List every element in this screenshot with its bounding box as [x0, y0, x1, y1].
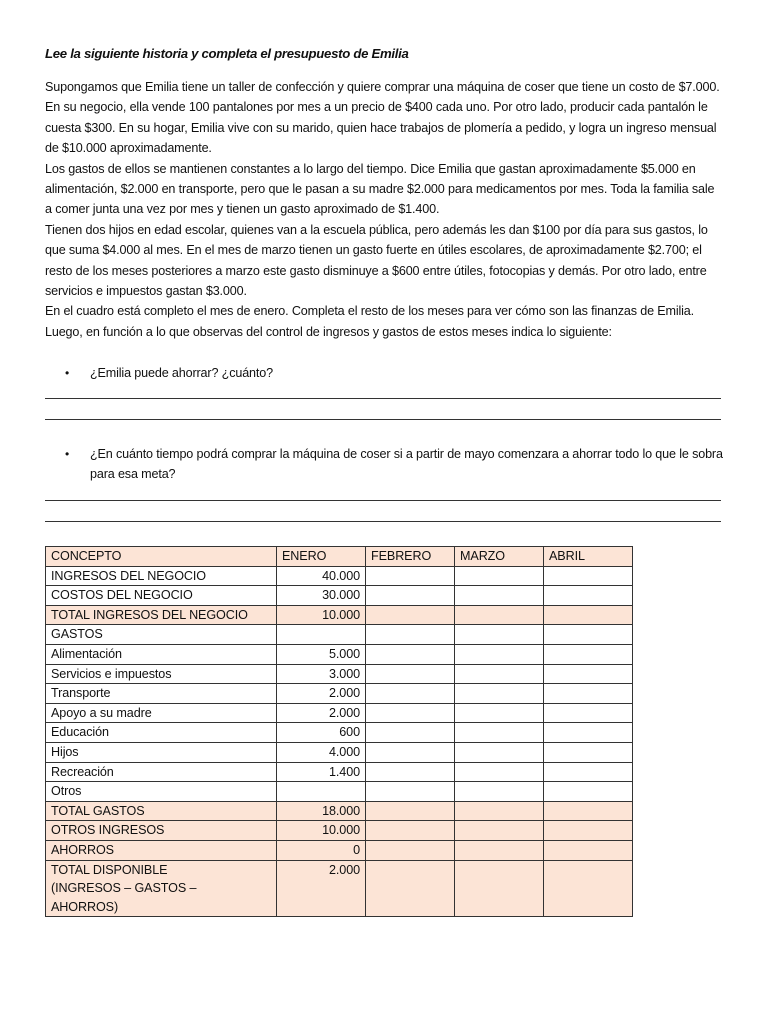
enero-cell: 2.000 — [277, 860, 366, 917]
story-paragraph: Tienen dos hijos en edad escolar, quienes van a la escuela pública, pero además les dan $100 por día para sus gastos, lo que suma $4.000 al mes. En el mes de marzo tienen un gasto fuerte en útiles escolares, de aproximadamente $2.700; el resto de los meses posteriores a marzo este gasto disminuye a $600 entre útiles, fotocopias y demás. Por otro lado, entre servicios e impuestos gastan $3.000. — [45, 222, 708, 299]
enero-cell: 2.000 — [277, 703, 366, 723]
enero-cell: 0 — [277, 840, 366, 860]
table-header-row — [46, 547, 633, 567]
answer-line[interactable] — [45, 521, 721, 522]
question-text: ¿Emilia puede ahorrar? ¿cuánto? — [90, 366, 273, 380]
febrero-cell[interactable] — [366, 821, 455, 841]
table-row — [46, 742, 633, 762]
header-enero: ENERO — [277, 547, 366, 567]
marzo-cell[interactable] — [455, 664, 544, 684]
concept-cell: Apoyo a su madre — [46, 703, 277, 723]
header-abril: ABRIL — [544, 547, 633, 567]
story-text — [45, 77, 723, 342]
marzo-cell[interactable] — [455, 605, 544, 625]
table-row — [46, 684, 633, 704]
marzo-cell[interactable] — [455, 723, 544, 743]
abril-cell[interactable] — [544, 801, 633, 821]
question-text: ¿En cuánto tiempo podrá comprar la máquina de coser si a partir de mayo comenzara a ahorrar todo lo que le sobra para esa meta? — [90, 447, 723, 482]
concept-cell: Recreación — [46, 762, 277, 782]
table-row — [46, 840, 633, 860]
marzo-cell[interactable] — [455, 644, 544, 664]
story-paragraph: Supongamos que Emilia tiene un taller de confección y quiere comprar una máquina de coser que tiene un costo de $7.000. En su negocio, ella vende 100 pantalones por mes a un precio de $400 cada uno. Por otro lado, producir cada pantalón le cuesta $300. En su hogar, Emilia vive con su marido, quien hace trabajos de plomería a pedido, y logra un ingreso mensual de $10.000 aproximadamente. — [45, 80, 720, 156]
abril-cell[interactable] — [544, 566, 633, 586]
document-title: Lee la siguiente historia y completa el presupuesto de Emilia — [45, 46, 409, 61]
marzo-cell[interactable] — [455, 625, 544, 645]
marzo-cell[interactable] — [455, 762, 544, 782]
answer-line[interactable] — [45, 419, 721, 420]
concept-line: AHORROS) — [51, 899, 119, 914]
question-item — [65, 444, 750, 485]
table-row — [46, 782, 633, 802]
table-row — [46, 762, 633, 782]
abril-cell[interactable] — [544, 684, 633, 704]
story-paragraph: Los gastos de ellos se mantienen constantes a lo largo del tiempo. Dice Emilia que gastan aproximadamente $5.000 en alimentación, $2.000 en transporte, pero que le pasan a su madre $2.000 para medicamentos por mes. Toda la familia sale a comer junta una vez por mes y tienen un gasto aproximado de $1.400. — [45, 161, 715, 217]
enero-cell: 3.000 — [277, 664, 366, 684]
table-row — [46, 860, 633, 917]
abril-cell[interactable] — [544, 625, 633, 645]
table-row — [46, 723, 633, 743]
abril-cell[interactable] — [544, 860, 633, 917]
concept-cell: TOTAL GASTOS — [46, 801, 277, 821]
febrero-cell[interactable] — [366, 664, 455, 684]
table-row — [46, 625, 633, 645]
table-row — [46, 664, 633, 684]
bullet-icon: • — [65, 366, 70, 380]
concept-cell: Transporte — [46, 684, 277, 704]
table-row — [46, 821, 633, 841]
concept-cell — [46, 860, 277, 917]
enero-cell: 4.000 — [277, 742, 366, 762]
enero-cell: 10.000 — [277, 605, 366, 625]
abril-cell[interactable] — [544, 840, 633, 860]
enero-cell: 30.000 — [277, 586, 366, 606]
marzo-cell[interactable] — [455, 566, 544, 586]
answer-line[interactable] — [45, 398, 721, 399]
abril-cell[interactable] — [544, 723, 633, 743]
concept-cell: COSTOS DEL NEGOCIO — [46, 586, 277, 606]
enero-cell: 1.400 — [277, 762, 366, 782]
concept-cell: INGRESOS DEL NEGOCIO — [46, 566, 277, 586]
header-concepto: CONCEPTO — [46, 547, 277, 567]
bullet-icon: • — [65, 447, 70, 461]
table-row — [46, 586, 633, 606]
abril-cell[interactable] — [544, 664, 633, 684]
enero-cell — [277, 625, 366, 645]
marzo-cell[interactable] — [455, 703, 544, 723]
concept-cell: Hijos — [46, 742, 277, 762]
concept-line: (INGRESOS – GASTOS – — [51, 881, 197, 896]
marzo-cell[interactable] — [455, 586, 544, 606]
enero-cell: 5.000 — [277, 644, 366, 664]
enero-cell — [277, 782, 366, 802]
concept-cell: AHORROS — [46, 840, 277, 860]
marzo-cell[interactable] — [455, 742, 544, 762]
table-row — [46, 703, 633, 723]
concept-cell: TOTAL INGRESOS DEL NEGOCIO — [46, 605, 277, 625]
table-row — [46, 801, 633, 821]
abril-cell[interactable] — [544, 605, 633, 625]
marzo-cell[interactable] — [455, 840, 544, 860]
abril-cell[interactable] — [544, 703, 633, 723]
abril-cell[interactable] — [544, 742, 633, 762]
abril-cell[interactable] — [544, 586, 633, 606]
febrero-cell[interactable] — [366, 723, 455, 743]
febrero-cell[interactable] — [366, 586, 455, 606]
marzo-cell[interactable] — [455, 684, 544, 704]
header-marzo: MARZO — [455, 547, 544, 567]
table-row — [46, 605, 633, 625]
febrero-cell[interactable] — [366, 860, 455, 917]
marzo-cell[interactable] — [455, 782, 544, 802]
budget-table — [45, 546, 633, 917]
concept-cell: Otros — [46, 782, 277, 802]
story-paragraph: En el cuadro está completo el mes de enero. Completa el resto de los meses para ver cómo son las finanzas de Emilia. Luego, en función a lo que observas del control de ingresos y gastos de estos meses indica lo siguiente: — [45, 304, 695, 339]
concept-cell: Alimentación — [46, 644, 277, 664]
marzo-cell[interactable] — [455, 821, 544, 841]
abril-cell[interactable] — [544, 782, 633, 802]
febrero-cell[interactable] — [366, 782, 455, 802]
abril-cell[interactable] — [544, 762, 633, 782]
concept-line: TOTAL DISPONIBLE — [51, 862, 168, 877]
abril-cell[interactable] — [544, 821, 633, 841]
concept-cell: OTROS INGRESOS — [46, 821, 277, 841]
abril-cell[interactable] — [544, 644, 633, 664]
question-item — [65, 363, 750, 383]
febrero-cell[interactable] — [366, 566, 455, 586]
concept-cell: Educación — [46, 723, 277, 743]
enero-cell: 2.000 — [277, 684, 366, 704]
concept-cell: Servicios e impuestos — [46, 664, 277, 684]
header-febrero: FEBRERO — [366, 547, 455, 567]
enero-cell: 600 — [277, 723, 366, 743]
febrero-cell[interactable] — [366, 840, 455, 860]
marzo-cell[interactable] — [455, 801, 544, 821]
marzo-cell[interactable] — [455, 860, 544, 917]
febrero-cell[interactable] — [366, 625, 455, 645]
febrero-cell[interactable] — [366, 762, 455, 782]
febrero-cell[interactable] — [366, 605, 455, 625]
febrero-cell[interactable] — [366, 742, 455, 762]
enero-cell: 40.000 — [277, 566, 366, 586]
table-row — [46, 566, 633, 586]
concept-cell: GASTOS — [46, 625, 277, 645]
febrero-cell[interactable] — [366, 644, 455, 664]
enero-cell: 18.000 — [277, 801, 366, 821]
febrero-cell[interactable] — [366, 703, 455, 723]
febrero-cell[interactable] — [366, 801, 455, 821]
table-row — [46, 644, 633, 664]
answer-line[interactable] — [45, 500, 721, 501]
febrero-cell[interactable] — [366, 684, 455, 704]
enero-cell: 10.000 — [277, 821, 366, 841]
